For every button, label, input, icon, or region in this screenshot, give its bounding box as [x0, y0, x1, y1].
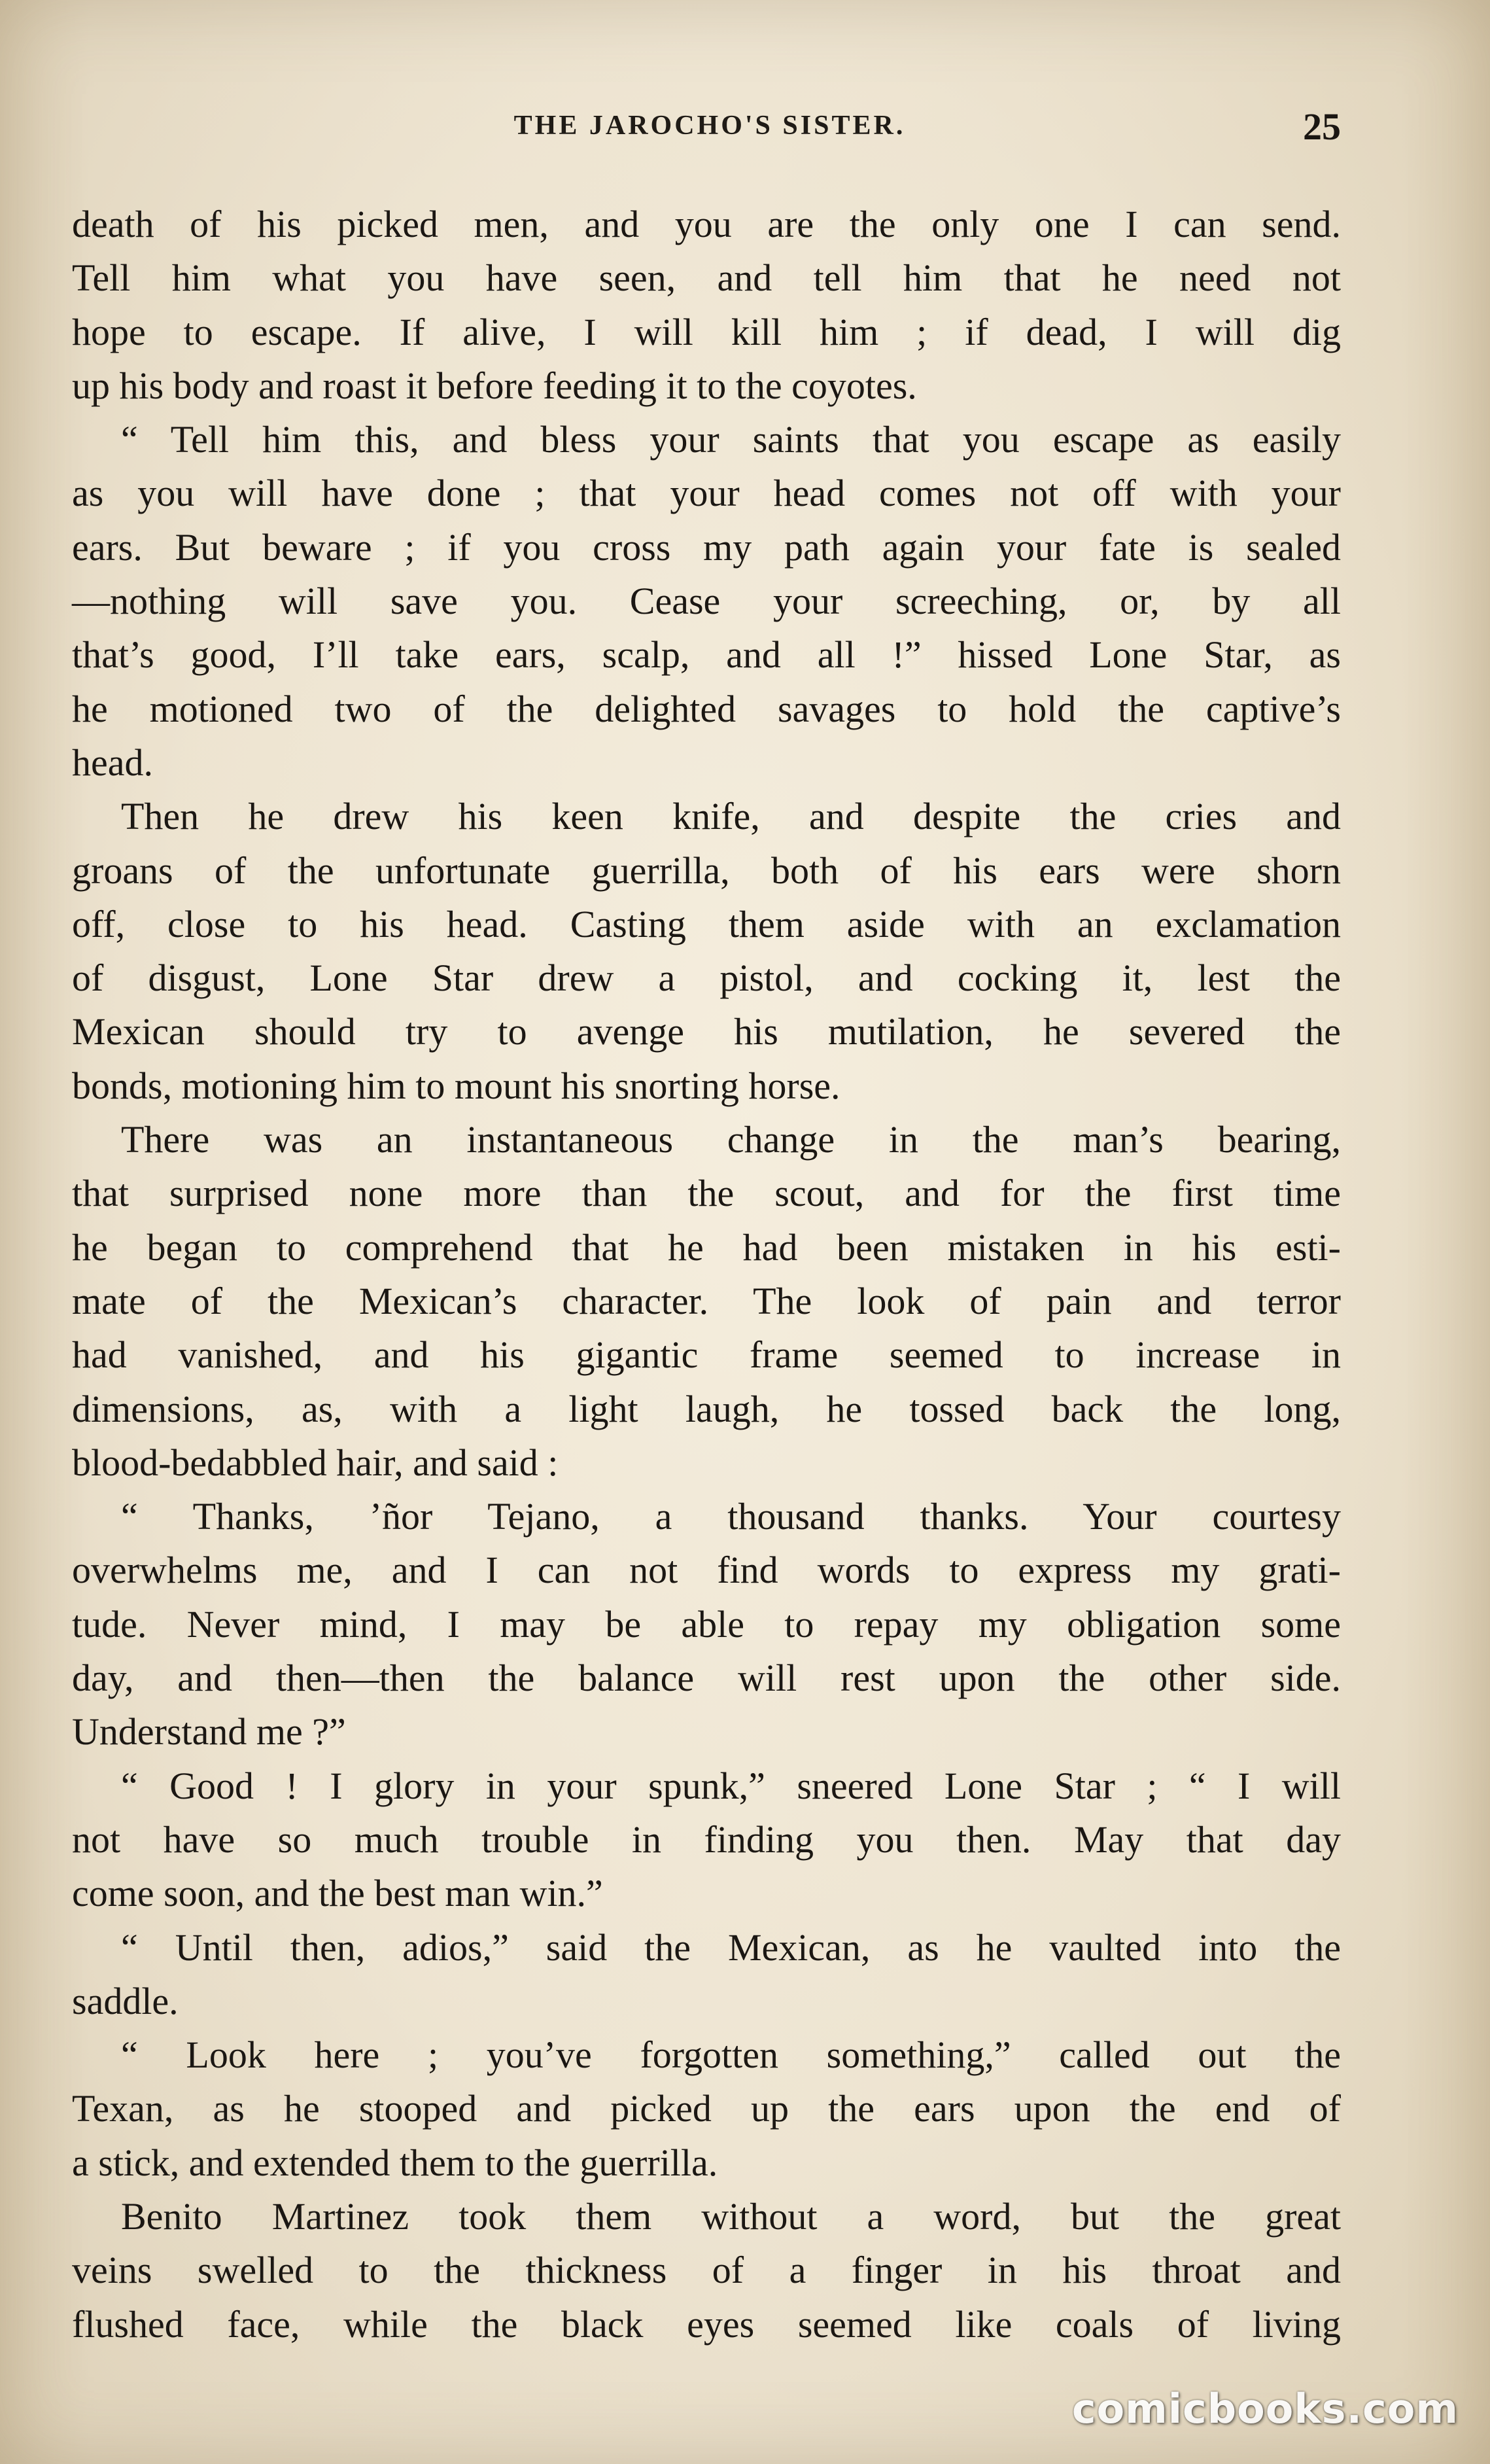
text-line: that surprised none more than the scout, and for the first time — [72, 1172, 1341, 1215]
text-line: “ Tell him this, and bless your saints that you escape as easily — [121, 418, 1341, 461]
text-line: overwhelms me, and I can not find words to express my grati- — [72, 1549, 1341, 1592]
text-line: tude. Never mind, I may be able to repay my obligation some — [72, 1602, 1341, 1646]
text-line: ears. But beware ; if you cross my path again your fate is sealed — [72, 525, 1341, 569]
text-line: “ Look here ; you’ve forgotten something,” called out the — [121, 2033, 1341, 2077]
text-line: flushed face, while the black eyes seemed like coals of living — [72, 2302, 1341, 2346]
text-line: Understand me ?” — [72, 1710, 346, 1753]
text-line: blood-bedabbled hair, and said : — [72, 1441, 559, 1484]
running-head-title: THE JAROCHO'S SISTER. — [513, 111, 906, 141]
text-line: day, and then—then the balance will rest upon the other side. — [72, 1657, 1341, 1700]
text-line: Then he drew his keen knife, and despite the cries and — [121, 795, 1341, 838]
text-line: “ Good ! I glory in your spunk,” sneered Lone Star ; “ I will — [121, 1764, 1341, 1807]
running-head — [72, 105, 1347, 157]
text-line: head. — [72, 741, 153, 784]
text-line: groans of the unfortunate guerrilla, both of his ears were shorn — [72, 849, 1341, 892]
text-line: “ Thanks, ’ñor Tejano, a thousand thanks. Your courtesy — [121, 1495, 1341, 1538]
text-line: had vanished, and his gigantic frame seemed to increase in — [72, 1333, 1341, 1377]
text-line: Mexican should try to avenge his mutilation, he severed the — [72, 1010, 1341, 1053]
text-line: There was an instantaneous change in the man’s bearing, — [121, 1118, 1341, 1161]
text-line: bonds, motioning him to mount his snorting horse. — [72, 1064, 840, 1107]
text-line: hope to escape. If alive, I will kill him ; if dead, I will dig — [72, 310, 1341, 353]
text-line: mate of the Mexican’s character. The look of pain and terror — [72, 1279, 1341, 1322]
text-line: saddle. — [72, 1979, 179, 2022]
page-number: 25 — [1303, 105, 1341, 148]
text-line: Benito Martinez took them without a word, but the great — [121, 2194, 1341, 2238]
text-line: as you will have done ; that your head comes not off with your — [72, 472, 1341, 515]
text-line: off, close to his head. Casting them aside with an exclamation — [72, 902, 1341, 945]
text-line: veins swelled to the thickness of a finger in his throat and — [72, 2249, 1341, 2292]
text-line: come soon, and the best man win.” — [72, 1872, 603, 1915]
text-line: Texan, as he stooped and picked up the ears upon the end of — [72, 2087, 1341, 2130]
body-text — [72, 198, 1341, 2351]
text-line: he motioned two of the delighted savages to hold the captive’s — [72, 687, 1341, 730]
text-line: “ Until then, adios,” said the Mexican, as he vaulted into the — [121, 1926, 1341, 1969]
text-line: Tell him what you have seen, and tell him that he need not — [72, 256, 1341, 300]
text-line: he began to comprehend that he had been mistaken in his esti- — [72, 1225, 1341, 1269]
text-line: that’s good, I’ll take ears, scalp, and all !” hissed Lone Star, as — [72, 633, 1341, 677]
text-line: dimensions, as, with a light laugh, he tossed back the long, — [72, 1387, 1341, 1430]
text-line: up his body and roast it before feeding it to the coyotes. — [72, 364, 917, 407]
text-line: —nothing will save you. Cease your screeching, or, by all — [72, 580, 1341, 623]
watermark: comicbooks.com — [1071, 2385, 1459, 2433]
text-line: a stick, and extended them to the guerrilla. — [72, 2141, 718, 2184]
text-line: death of his picked men, and you are the only one I can send. — [72, 203, 1341, 245]
text-line: of disgust, Lone Star drew a pistol, and cocking it, lest the — [72, 957, 1341, 1000]
text-line: not have so much trouble in finding you then. May that day — [72, 1818, 1341, 1861]
